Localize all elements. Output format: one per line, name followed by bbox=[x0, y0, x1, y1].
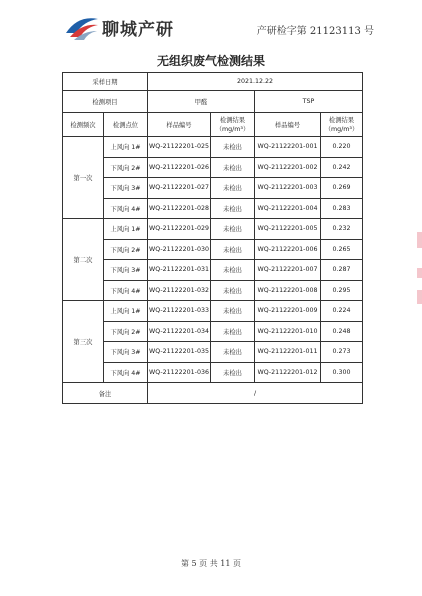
col-result-1 bbox=[211, 113, 255, 137]
tsp-sample-id: WQ-21122201-012 bbox=[255, 362, 321, 383]
page-number: 第 5 页 共 11 页 bbox=[181, 559, 241, 568]
tsp-sample-id: WQ-21122201-011 bbox=[255, 342, 321, 363]
page-title: 无组织废气检测结果 bbox=[156, 54, 265, 68]
table-row bbox=[63, 260, 363, 281]
sample-date-row bbox=[63, 73, 363, 91]
formaldehyde-sample-id: WQ-21122201-031 bbox=[148, 260, 211, 281]
tsp-result: 0.287 bbox=[321, 260, 363, 281]
point-cell: 下风向 3# bbox=[104, 342, 148, 363]
col-result-1-line2: （mg/m³） bbox=[215, 125, 250, 133]
frequency-cell: 第一次 bbox=[63, 137, 104, 219]
test-item-formaldehyde: 甲醛 bbox=[148, 91, 255, 113]
table-row bbox=[63, 239, 363, 260]
company-logo-icon bbox=[64, 13, 100, 41]
col-result-2 bbox=[321, 113, 363, 137]
column-header-row bbox=[63, 113, 363, 137]
formaldehyde-result: 未检出 bbox=[211, 280, 255, 301]
table-row bbox=[63, 137, 363, 158]
sample-date-value: 2021.12.22 bbox=[148, 73, 363, 91]
tsp-result: 0.248 bbox=[321, 321, 363, 342]
formaldehyde-sample-id: WQ-21122201-032 bbox=[148, 280, 211, 301]
table-row bbox=[63, 301, 363, 322]
col-result-2-line1: 检测结果 bbox=[328, 116, 355, 124]
table-row bbox=[63, 157, 363, 178]
results-table bbox=[62, 72, 363, 404]
col-sample-id-2: 样品编号 bbox=[255, 113, 321, 137]
tsp-result: 0.295 bbox=[321, 280, 363, 301]
tsp-sample-id: WQ-21122201-008 bbox=[255, 280, 321, 301]
formaldehyde-result: 未检出 bbox=[211, 137, 255, 158]
table-row bbox=[63, 198, 363, 219]
test-item-row bbox=[63, 91, 363, 113]
point-cell: 下风向 4# bbox=[104, 280, 148, 301]
point-cell: 下风向 2# bbox=[104, 239, 148, 260]
formaldehyde-sample-id: WQ-21122201-026 bbox=[148, 157, 211, 178]
tsp-sample-id: WQ-21122201-002 bbox=[255, 157, 321, 178]
edge-stamp-mark bbox=[417, 290, 422, 304]
tsp-sample-id: WQ-21122201-006 bbox=[255, 239, 321, 260]
formaldehyde-sample-id: WQ-21122201-034 bbox=[148, 321, 211, 342]
formaldehyde-sample-id: WQ-21122201-027 bbox=[148, 178, 211, 199]
tsp-sample-id: WQ-21122201-010 bbox=[255, 321, 321, 342]
formaldehyde-result: 未检出 bbox=[211, 157, 255, 178]
col-point: 检测点位 bbox=[104, 113, 148, 137]
company-logo bbox=[64, 12, 174, 42]
point-cell: 下风向 3# bbox=[104, 260, 148, 281]
formaldehyde-result: 未检出 bbox=[211, 178, 255, 199]
note-label: 备注 bbox=[63, 383, 148, 404]
company-name: 聊城产研 bbox=[102, 19, 174, 40]
point-cell: 下风向 4# bbox=[104, 198, 148, 219]
point-cell: 上风向 1# bbox=[104, 301, 148, 322]
tsp-result: 0.300 bbox=[321, 362, 363, 383]
formaldehyde-result: 未检出 bbox=[211, 219, 255, 240]
col-result-2-line2: （mg/m³） bbox=[324, 125, 359, 133]
table-row bbox=[63, 321, 363, 342]
note-row bbox=[63, 383, 363, 404]
table-row bbox=[63, 362, 363, 383]
point-cell: 上风向 1# bbox=[104, 137, 148, 158]
tsp-result: 0.232 bbox=[321, 219, 363, 240]
tsp-sample-id: WQ-21122201-005 bbox=[255, 219, 321, 240]
point-cell: 下风向 2# bbox=[104, 157, 148, 178]
frequency-cell: 第三次 bbox=[63, 301, 104, 383]
formaldehyde-sample-id: WQ-21122201-033 bbox=[148, 301, 211, 322]
tsp-result: 0.273 bbox=[321, 342, 363, 363]
formaldehyde-result: 未检出 bbox=[211, 362, 255, 383]
col-sample-id-1: 样品编号 bbox=[148, 113, 211, 137]
formaldehyde-result: 未检出 bbox=[211, 198, 255, 219]
col-frequency: 检测频次 bbox=[63, 113, 104, 137]
table-row bbox=[63, 342, 363, 363]
tsp-sample-id: WQ-21122201-004 bbox=[255, 198, 321, 219]
point-cell: 下风向 4# bbox=[104, 362, 148, 383]
table-row bbox=[63, 280, 363, 301]
formaldehyde-sample-id: WQ-21122201-028 bbox=[148, 198, 211, 219]
table-row bbox=[63, 178, 363, 199]
table-row bbox=[63, 219, 363, 240]
test-item-tsp: TSP bbox=[255, 91, 363, 113]
tsp-result: 0.242 bbox=[321, 157, 363, 178]
formaldehyde-result: 未检出 bbox=[211, 260, 255, 281]
col-result-1-line1: 检测结果 bbox=[219, 116, 246, 124]
formaldehyde-result: 未检出 bbox=[211, 239, 255, 260]
formaldehyde-result: 未检出 bbox=[211, 321, 255, 342]
tsp-sample-id: WQ-21122201-003 bbox=[255, 178, 321, 199]
formaldehyde-sample-id: WQ-21122201-025 bbox=[148, 137, 211, 158]
formaldehyde-result: 未检出 bbox=[211, 301, 255, 322]
tsp-result: 0.265 bbox=[321, 239, 363, 260]
formaldehyde-sample-id: WQ-21122201-030 bbox=[148, 239, 211, 260]
tsp-result: 0.224 bbox=[321, 301, 363, 322]
point-cell: 上风向 1# bbox=[104, 219, 148, 240]
tsp-result: 0.220 bbox=[321, 137, 363, 158]
point-cell: 下风向 3# bbox=[104, 178, 148, 199]
tsp-result: 0.283 bbox=[321, 198, 363, 219]
formaldehyde-sample-id: WQ-21122201-035 bbox=[148, 342, 211, 363]
formaldehyde-result: 未检出 bbox=[211, 342, 255, 363]
formaldehyde-sample-id: WQ-21122201-029 bbox=[148, 219, 211, 240]
point-cell: 下风向 2# bbox=[104, 321, 148, 342]
tsp-sample-id: WQ-21122201-007 bbox=[255, 260, 321, 281]
edge-stamp-mark bbox=[417, 232, 422, 248]
edge-stamp-mark bbox=[417, 268, 422, 278]
note-value: / bbox=[148, 383, 363, 404]
tsp-sample-id: WQ-21122201-009 bbox=[255, 301, 321, 322]
sample-date-label: 采样日期 bbox=[63, 73, 148, 91]
tsp-sample-id: WQ-21122201-001 bbox=[255, 137, 321, 158]
formaldehyde-sample-id: WQ-21122201-036 bbox=[148, 362, 211, 383]
frequency-cell: 第二次 bbox=[63, 219, 104, 301]
tsp-result: 0.269 bbox=[321, 178, 363, 199]
test-item-label: 检测项目 bbox=[63, 91, 148, 113]
report-number: 产研检字第 21123113 号 bbox=[256, 26, 374, 37]
